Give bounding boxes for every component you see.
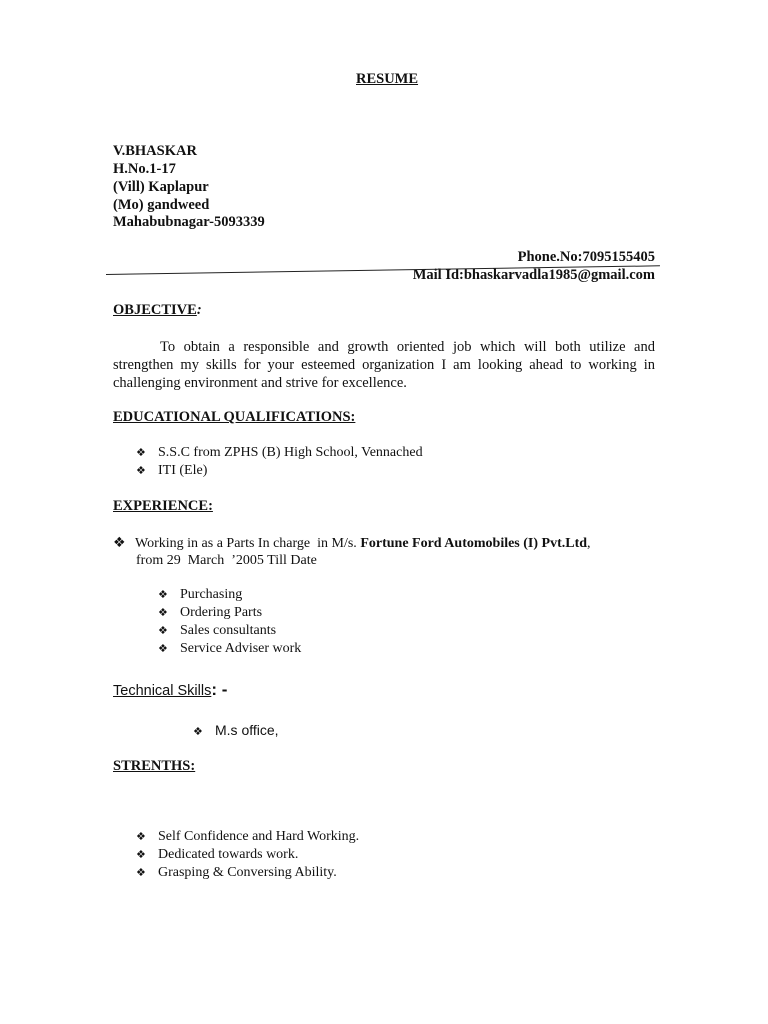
diamond-bullet-icon: ❖ bbox=[136, 866, 146, 879]
technical-suffix: : - bbox=[211, 680, 228, 699]
technical-item-label: M.s office, bbox=[215, 722, 279, 738]
experience-role: Working in as a Parts In charge in M/s. bbox=[135, 536, 361, 551]
company-name: Fortune Ford Automobiles (I) Pvt.Ltd bbox=[360, 536, 588, 551]
diamond-bullet-icon: ❖ bbox=[136, 848, 146, 861]
strength-label: Dedicated towards work. bbox=[158, 847, 299, 862]
duty-label: Purchasing bbox=[180, 587, 243, 602]
phone-number: Phone.No:7095155405 bbox=[517, 249, 655, 265]
address-mandal: (Mo) gandweed bbox=[113, 197, 210, 213]
experience-dates: from 29 March ’2005 Till Date bbox=[136, 553, 317, 568]
strengths-heading: STRENTHS: bbox=[113, 758, 196, 774]
strength-item bbox=[136, 847, 298, 863]
education-item bbox=[136, 463, 207, 479]
strength-item bbox=[136, 829, 359, 845]
resume-title: RESUME bbox=[356, 71, 419, 87]
duty-label: Ordering Parts bbox=[180, 605, 263, 620]
experience-comma: , bbox=[587, 536, 591, 551]
strength-label: Self Confidence and Hard Working. bbox=[158, 829, 360, 844]
diamond-bullet-icon: ❖ bbox=[136, 446, 146, 459]
duty-item bbox=[158, 623, 276, 639]
technical-heading-row bbox=[113, 680, 227, 700]
diamond-bullet-icon: ❖ bbox=[158, 624, 168, 637]
diamond-bullet-icon: ❖ bbox=[158, 588, 168, 601]
address-house: H.No.1-17 bbox=[113, 161, 176, 177]
objective-heading: OBJECTIVE bbox=[113, 302, 197, 318]
diamond-bullet-icon: ❖ bbox=[193, 725, 203, 738]
education-item bbox=[136, 445, 423, 461]
candidate-name: V.BHASKAR bbox=[113, 143, 197, 159]
strength-label: Grasping & Conversing Ability. bbox=[158, 865, 337, 880]
address-village: (Vill) Kaplapur bbox=[113, 179, 209, 195]
technical-heading: Technical Skills bbox=[113, 683, 212, 699]
technical-item bbox=[193, 722, 279, 738]
diamond-bullet-icon: ❖ bbox=[136, 464, 146, 477]
diamond-bullet-icon: ❖ bbox=[158, 642, 168, 655]
duty-item bbox=[158, 587, 242, 603]
diamond-bullet-icon: ❖ bbox=[158, 606, 168, 619]
duty-item bbox=[158, 641, 301, 657]
diamond-bullet-icon: ❖ bbox=[136, 830, 146, 843]
duty-item bbox=[158, 605, 262, 621]
duty-label: Sales consultants bbox=[180, 623, 277, 638]
education-heading: EDUCATIONAL QUALIFICATIONS: bbox=[113, 409, 356, 425]
strength-item bbox=[136, 865, 337, 881]
education-item-label: S.S.C from ZPHS (B) High School, Vennached bbox=[158, 445, 423, 460]
education-item-label: ITI (Ele) bbox=[158, 463, 208, 478]
mail-id: Mail Id:bhaskarvadla1985@gmail.com bbox=[412, 267, 655, 283]
objective-heading-row bbox=[113, 302, 202, 319]
objective-text: To obtain a responsible and growth oriented job which will both utilize and strengthen my skills for your esteemed organization I am looking ahead to working in challenging environment and strive for excellence. bbox=[113, 339, 655, 391]
address-district: Mahabubnagar-5093339 bbox=[113, 214, 265, 230]
duty-label: Service Adviser work bbox=[180, 641, 302, 656]
objective-colon: : bbox=[196, 302, 202, 318]
experience-heading: EXPERIENCE: bbox=[113, 498, 213, 514]
experience-entry bbox=[113, 535, 655, 552]
diamond-bullet-icon: ❖ bbox=[113, 535, 126, 551]
